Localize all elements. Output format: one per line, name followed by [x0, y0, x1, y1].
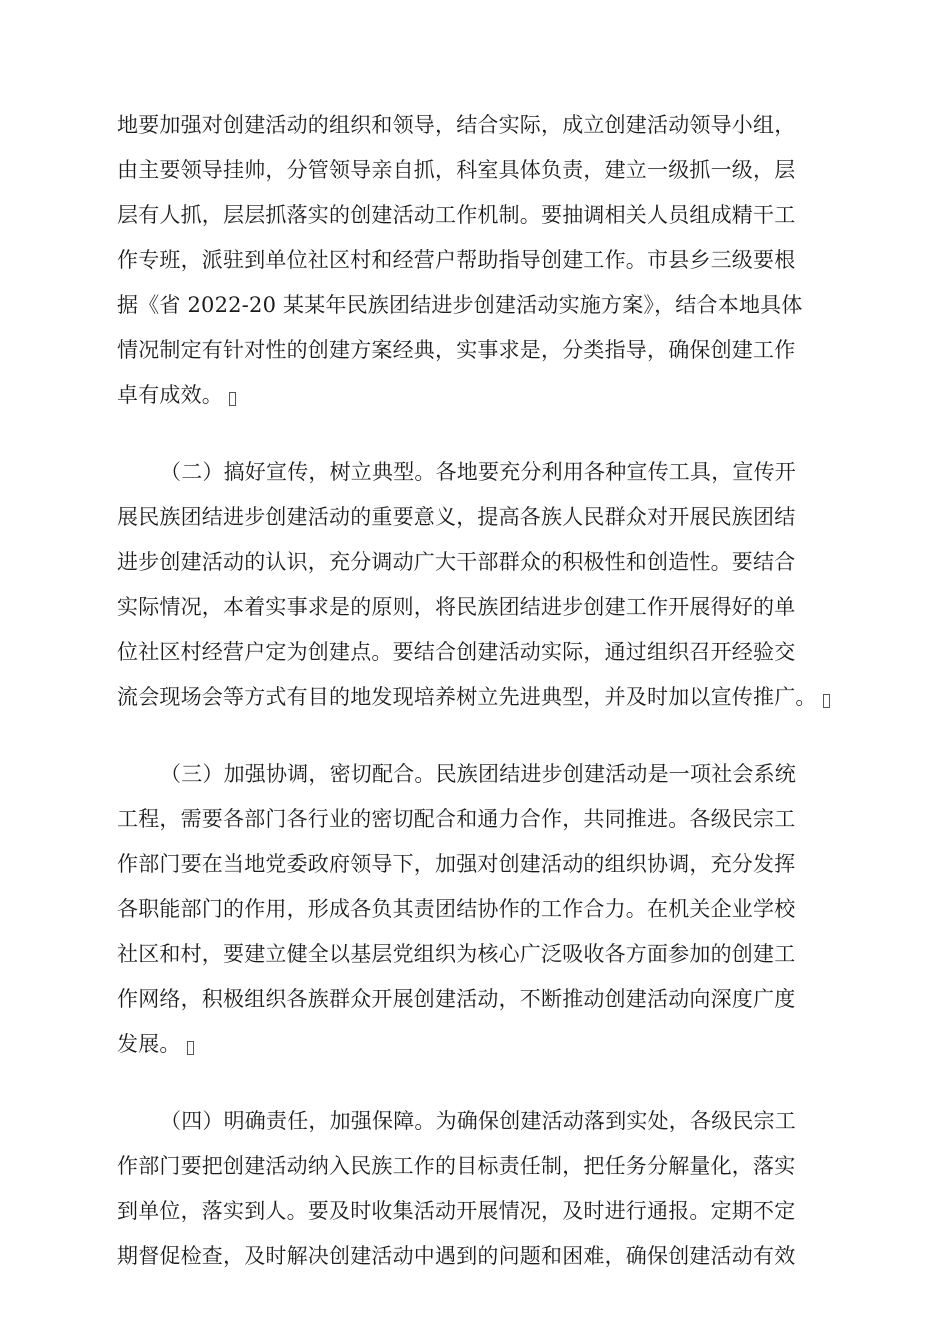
text-line: 到单位，落实到人。要及时收集活动开展情况，及时进行通报。定期不定	[117, 1199, 796, 1223]
text-line: 地要加强对创建活动的组织和领导，结合实际，成立创建活动领导小组，	[117, 113, 796, 137]
text-line-content: 卓有成效。	[117, 383, 223, 407]
paragraph-spacing	[117, 720, 845, 752]
text-line-last	[117, 675, 845, 720]
text-line: 期督促检查，及时解决创建活动中遇到的问题和困难，确保创建活动有效	[117, 1244, 796, 1268]
paragraph-mark-icon	[229, 392, 236, 406]
text-line-content: 流会现场会等方式有目的地发现培养树立先进典型，并及时加以宣传推广。	[117, 685, 817, 709]
paragraph-mark-icon	[187, 1041, 194, 1055]
text-line: 作部门要在当地党委政府领导下，加强对创建活动的组织协调，充分发挥	[117, 852, 796, 876]
text-line: 层有人抓，层层抓落实的创建活动工作机制。要抽调相关人员组成精干工	[117, 203, 796, 227]
text-line: 社区和村，要建立健全以基层党组织为核心广泛吸收各方面参加的创建工	[117, 942, 796, 966]
text-line: 实际情况，本着实事求是的原则，将民族团结进步创建工作开展得好的单	[117, 595, 796, 619]
text-line: 作部门要把创建活动纳入民族工作的目标责任制，把任务分解量化，落实	[117, 1154, 796, 1178]
paragraph-1	[117, 103, 845, 418]
paragraph-3	[117, 752, 845, 1067]
document-body	[117, 103, 845, 1279]
text-line: 展民族团结进步创建活动的重要意义，提高各族人民群众对开展民族团结	[117, 505, 796, 529]
text-line: 进步创建活动的认识，充分调动广大干部群众的积极性和创造性。要结合	[117, 550, 796, 574]
text-line: （三）加强协调，密切配合。民族团结进步创建活动是一项社会系统	[160, 762, 796, 786]
text-line: 各职能部门的作用，形成各负其责团结协作的工作合力。在机关企业学校	[117, 897, 796, 921]
text-line: （四）明确责任，加强保障。为确保创建活动落到实处，各级民宗工	[160, 1109, 796, 1133]
text-line-content: 发展。	[117, 1032, 181, 1056]
text-line: 工程，需要各部门各行业的密切配合和通力合作，共同推进。各级民宗工	[117, 807, 796, 831]
paragraph-2	[117, 450, 845, 720]
paragraph-4	[117, 1099, 845, 1279]
paragraph-spacing	[117, 418, 845, 450]
text-line-last	[117, 1022, 845, 1067]
text-line: 作专班，派驻到单位社区村和经营户帮助指导创建工作。市县乡三级要根	[117, 248, 796, 272]
text-line: 作网络，积极组织各族群众开展创建活动，不断推动创建活动向深度广度	[117, 987, 796, 1011]
text-line-last	[117, 373, 845, 418]
paragraph-spacing	[117, 1067, 845, 1099]
text-line: 据《省 2022-20 某某年民族团结进步创建活动实施方案》，结合本地具体	[117, 293, 803, 317]
text-line: （二）搞好宣传，树立典型。各地要充分利用各种宣传工具，宣传开	[160, 460, 796, 484]
text-line: 情况制定有针对性的创建方案经典，实事求是，分类指导，确保创建工作	[117, 338, 796, 362]
text-line: 由主要领导挂帅，分管领导亲自抓，科室具体负责，建立一级抓一级，层	[117, 158, 796, 182]
paragraph-mark-icon	[823, 694, 830, 708]
text-line: 位社区村经营户定为创建点。要结合创建活动实际，通过组织召开经验交	[117, 640, 796, 664]
